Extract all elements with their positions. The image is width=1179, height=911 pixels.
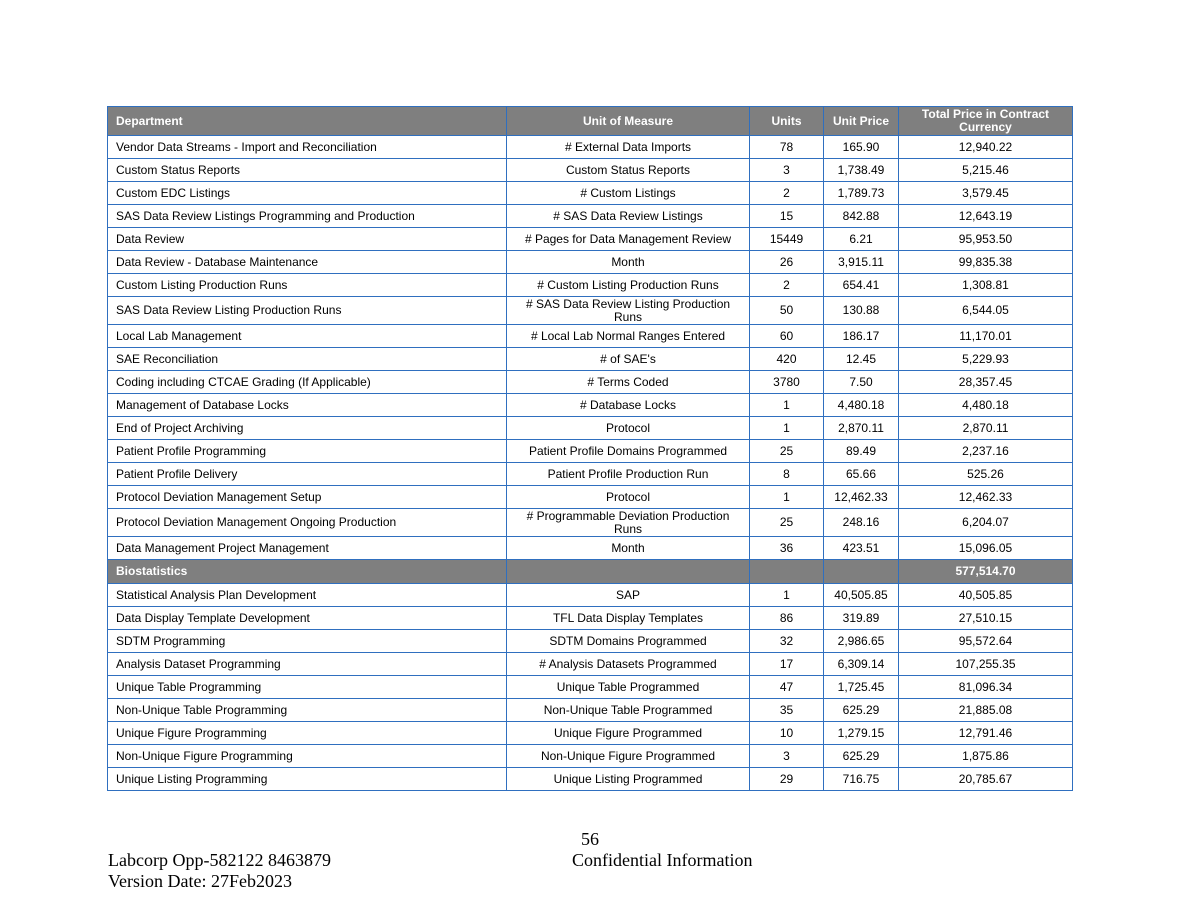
cell-units: 35: [750, 699, 824, 722]
cell-unit-of-measure: SAP: [507, 584, 750, 607]
cell-total-price: 95,572.64: [899, 630, 1073, 653]
cell-department: Statistical Analysis Plan Development: [108, 584, 507, 607]
cell-total-price: 2,870.11: [899, 417, 1073, 440]
cell-department: Protocol Deviation Management Setup: [108, 486, 507, 509]
section-row-biostatistics: [108, 560, 1073, 584]
cell-units: 1: [750, 486, 824, 509]
cell-total-price: 15,096.05: [899, 537, 1073, 560]
cell-department: Management of Database Locks: [108, 394, 507, 417]
cell-unit-of-measure: Unique Figure Programmed: [507, 722, 750, 745]
cell-unit-of-measure: # SAS Data Review Listings: [507, 205, 750, 228]
cell-unit-of-measure: Month: [507, 251, 750, 274]
table-row: [108, 676, 1073, 699]
table-row: [108, 699, 1073, 722]
table-row: [108, 768, 1073, 791]
cell-unit-price: 186.17: [824, 325, 899, 348]
cell-unit-of-measure: Month: [507, 537, 750, 560]
cell-unit-of-measure: # Terms Coded: [507, 371, 750, 394]
table-row: [108, 509, 1073, 537]
table-row: [108, 159, 1073, 182]
cell-total-price: 2,237.16: [899, 440, 1073, 463]
cell-total-price: 4,480.18: [899, 394, 1073, 417]
cell-unit-price: 1,738.49: [824, 159, 899, 182]
cell-unit-of-measure: # Local Lab Normal Ranges Entered: [507, 325, 750, 348]
cell-total-price: 1,875.86: [899, 745, 1073, 768]
cell-units: 3: [750, 745, 824, 768]
cell-unit-of-measure: # Programmable Deviation Production Runs: [507, 509, 750, 537]
table-row: [108, 274, 1073, 297]
cell-unit-price: 1,725.45: [824, 676, 899, 699]
cell-unit-price: 625.29: [824, 699, 899, 722]
table-row: [108, 348, 1073, 371]
table-row: [108, 417, 1073, 440]
cell-unit-of-measure: Protocol: [507, 417, 750, 440]
cell-units: 17: [750, 653, 824, 676]
table-body: [108, 136, 1073, 791]
cell-unit-of-measure: # SAS Data Review Listing Production Runs: [507, 297, 750, 325]
cell-department: Analysis Dataset Programming: [108, 653, 507, 676]
cell-total-price: 5,215.46: [899, 159, 1073, 182]
cell-unit-of-measure: # Analysis Datasets Programmed: [507, 653, 750, 676]
cell-units: 60: [750, 325, 824, 348]
cell-units: 2: [750, 274, 824, 297]
table-row: [108, 394, 1073, 417]
cell-units: 78: [750, 136, 824, 159]
version-date: Version Date: 27Feb2023: [108, 871, 292, 891]
cell-units: 1: [750, 394, 824, 417]
cell-unit-of-measure: Unique Listing Programmed: [507, 768, 750, 791]
table-row: [108, 607, 1073, 630]
cell-department: Data Management Project Management: [108, 537, 507, 560]
table-row: [108, 463, 1073, 486]
table-row: [108, 325, 1073, 348]
cell-total-price: 6,544.05: [899, 297, 1073, 325]
cell-total-price: 21,885.08: [899, 699, 1073, 722]
confidential-label: Confidential Information: [572, 850, 753, 870]
cell-total-price: 6,204.07: [899, 509, 1073, 537]
cell-unit-price: 6.21: [824, 228, 899, 251]
section-total: 577,514.70: [899, 560, 1073, 584]
table-header-row: [108, 107, 1073, 136]
cell-department: Local Lab Management: [108, 325, 507, 348]
table-row: [108, 297, 1073, 325]
cell-unit-of-measure: Custom Status Reports: [507, 159, 750, 182]
cell-department: Custom Status Reports: [108, 159, 507, 182]
cell-total-price: 40,505.85: [899, 584, 1073, 607]
cell-unit-price: 716.75: [824, 768, 899, 791]
cell-unit-of-measure: Patient Profile Domains Programmed: [507, 440, 750, 463]
table-row: [108, 136, 1073, 159]
cell-unit-price: 65.66: [824, 463, 899, 486]
cell-units: 8: [750, 463, 824, 486]
cell-unit-price: 6,309.14: [824, 653, 899, 676]
cell-total-price: 12,791.46: [899, 722, 1073, 745]
cell-department: Custom Listing Production Runs: [108, 274, 507, 297]
budget-table: [107, 106, 1073, 791]
cell-unit-of-measure: Unique Table Programmed: [507, 676, 750, 699]
cell-unit-price: 248.16: [824, 509, 899, 537]
cell-total-price: 12,643.19: [899, 205, 1073, 228]
table-row: [108, 745, 1073, 768]
cell-units: 3: [750, 159, 824, 182]
cell-unit-price: 1,279.15: [824, 722, 899, 745]
header-department: Department: [108, 107, 507, 136]
cell-units: 10: [750, 722, 824, 745]
table-row: [108, 251, 1073, 274]
cell-units: 15449: [750, 228, 824, 251]
cell-unit-price: 130.88: [824, 297, 899, 325]
cell-unit-price: 2,870.11: [824, 417, 899, 440]
cell-unit-price: 165.90: [824, 136, 899, 159]
cell-unit-price: 4,480.18: [824, 394, 899, 417]
cell-department: Patient Profile Delivery: [108, 463, 507, 486]
cell-department: SAS Data Review Listing Production Runs: [108, 297, 507, 325]
cell-units: 420: [750, 348, 824, 371]
cell-department: Coding including CTCAE Grading (If Applicable): [108, 371, 507, 394]
cell-total-price: 3,579.45: [899, 182, 1073, 205]
cell-units: 25: [750, 509, 824, 537]
cell-department: Vendor Data Streams - Import and Reconciliation: [108, 136, 507, 159]
header-unit-of-measure: Unit of Measure: [507, 107, 750, 136]
table-row: [108, 722, 1073, 745]
cell-department: SAS Data Review Listings Programming and Production: [108, 205, 507, 228]
cell-unit-price: 2,986.65: [824, 630, 899, 653]
cell-units: 47: [750, 676, 824, 699]
cell-total-price: 11,170.01: [899, 325, 1073, 348]
table-row: [108, 653, 1073, 676]
section-title: Biostatistics: [108, 560, 507, 584]
cell-unit-price: 842.88: [824, 205, 899, 228]
cell-units: 36: [750, 537, 824, 560]
cell-department: Custom EDC Listings: [108, 182, 507, 205]
table-row: [108, 486, 1073, 509]
cell-units: 1: [750, 417, 824, 440]
cell-unit-of-measure: # External Data Imports: [507, 136, 750, 159]
cell-total-price: 107,255.35: [899, 653, 1073, 676]
cell-unit-price: 3,915.11: [824, 251, 899, 274]
cell-units: 26: [750, 251, 824, 274]
cell-unit-price: 423.51: [824, 537, 899, 560]
table-row: [108, 228, 1073, 251]
cell-units: 29: [750, 768, 824, 791]
cell-unit-of-measure: Non-Unique Table Programmed: [507, 699, 750, 722]
cell-units: 25: [750, 440, 824, 463]
cell-unit-price: 89.49: [824, 440, 899, 463]
cell-department: SAE Reconciliation: [108, 348, 507, 371]
cell-units: 32: [750, 630, 824, 653]
cell-unit-price: 654.41: [824, 274, 899, 297]
cell-units: 86: [750, 607, 824, 630]
cell-department: SDTM Programming: [108, 630, 507, 653]
cell-department: End of Project Archiving: [108, 417, 507, 440]
cell-department: Unique Figure Programming: [108, 722, 507, 745]
cell-unit-of-measure: # Custom Listings: [507, 182, 750, 205]
cell-total-price: 12,462.33: [899, 486, 1073, 509]
cell-unit-of-measure: # of SAE's: [507, 348, 750, 371]
cell-unit-price: 625.29: [824, 745, 899, 768]
cell-unit-of-measure: SDTM Domains Programmed: [507, 630, 750, 653]
table-row: [108, 584, 1073, 607]
cell-units: 2: [750, 182, 824, 205]
cell-unit-price: 7.50: [824, 371, 899, 394]
cell-department: Non-Unique Figure Programming: [108, 745, 507, 768]
cell-department: Data Review: [108, 228, 507, 251]
cell-unit-price: 40,505.85: [824, 584, 899, 607]
header-units: Units: [750, 107, 824, 136]
cell-total-price: 20,785.67: [899, 768, 1073, 791]
cell-total-price: 525.26: [899, 463, 1073, 486]
cell-department: Patient Profile Programming: [108, 440, 507, 463]
cell-units: 3780: [750, 371, 824, 394]
cell-unit-of-measure: Patient Profile Production Run: [507, 463, 750, 486]
cell-total-price: 5,229.93: [899, 348, 1073, 371]
cell-department: Data Review - Database Maintenance: [108, 251, 507, 274]
cell-total-price: 95,953.50: [899, 228, 1073, 251]
table-row: [108, 205, 1073, 228]
page-number: 56: [581, 829, 599, 849]
cell-department: Protocol Deviation Management Ongoing Production: [108, 509, 507, 537]
cell-department: Non-Unique Table Programming: [108, 699, 507, 722]
cell-total-price: 1,308.81: [899, 274, 1073, 297]
cell-unit-of-measure: TFL Data Display Templates: [507, 607, 750, 630]
cell-total-price: 81,096.34: [899, 676, 1073, 699]
document-id: Labcorp Opp-582122 8463879: [108, 850, 331, 870]
table-row: [108, 371, 1073, 394]
section-empty-cell: [750, 560, 824, 584]
cell-unit-price: 1,789.73: [824, 182, 899, 205]
cell-total-price: 99,835.38: [899, 251, 1073, 274]
table-row: [108, 630, 1073, 653]
section-empty-cell: [824, 560, 899, 584]
cell-unit-of-measure: Non-Unique Figure Programmed: [507, 745, 750, 768]
cell-unit-price: 12.45: [824, 348, 899, 371]
cell-unit-price: 319.89: [824, 607, 899, 630]
cell-department: Unique Listing Programming: [108, 768, 507, 791]
cell-unit-price: 12,462.33: [824, 486, 899, 509]
cell-total-price: 28,357.45: [899, 371, 1073, 394]
cell-total-price: 12,940.22: [899, 136, 1073, 159]
cell-units: 50: [750, 297, 824, 325]
table-row: [108, 537, 1073, 560]
cell-total-price: 27,510.15: [899, 607, 1073, 630]
table-row: [108, 440, 1073, 463]
header-unit-price: Unit Price: [824, 107, 899, 136]
cell-unit-of-measure: # Database Locks: [507, 394, 750, 417]
cell-unit-of-measure: # Pages for Data Management Review: [507, 228, 750, 251]
table-row: [108, 182, 1073, 205]
cell-department: Data Display Template Development: [108, 607, 507, 630]
cell-department: Unique Table Programming: [108, 676, 507, 699]
cell-unit-of-measure: Protocol: [507, 486, 750, 509]
cell-units: 1: [750, 584, 824, 607]
header-total-price: Total Price in Contract Currency: [899, 107, 1073, 136]
cell-units: 15: [750, 205, 824, 228]
cell-unit-of-measure: # Custom Listing Production Runs: [507, 274, 750, 297]
section-empty-cell: [507, 560, 750, 584]
